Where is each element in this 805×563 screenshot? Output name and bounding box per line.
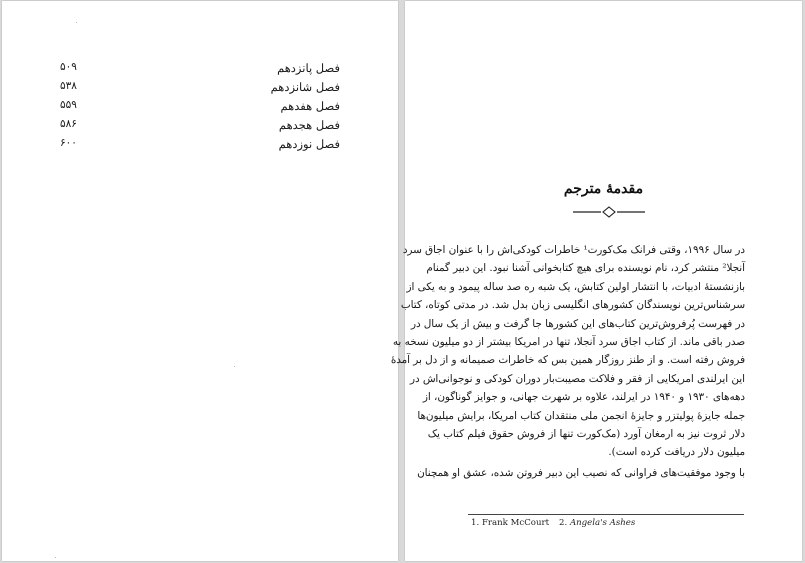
text-line: در فهرست پُرفروش‌ترین کتاب‌های این کشورها جا گرفت و بیش از یک سال در (410, 317, 745, 330)
text-line: سرشناس‌ترین نویسندگان کشورهای انگلیسی زبان بدل شد. در مدتی کوتاه، کتاب (400, 299, 745, 312)
footnote-number: 2. (559, 518, 568, 528)
toc-entry[interactable] (60, 118, 340, 137)
text-line: صدر باقی ماند. از کتاب اجاق سرد آنجلا، تنها در امریکا بیشتر از دو میلیون نسخه به (392, 336, 745, 349)
scan-speck (234, 366, 235, 367)
toc-entry[interactable] (60, 137, 340, 156)
text-line: دهه‌های ۱۹۳۰ و ۱۹۴۰ در ایرلند، علاوه بر شهرت جهانی، و جوایز گوناگون، از (422, 391, 745, 404)
footnote-2 (559, 518, 635, 528)
toc-page-number: ۶۰۰ (60, 137, 77, 149)
text-line: فروش رفته است. و از طنز روزگار همین بس که خاطرات صمیمانه و از دل بر آمدهٔ (390, 354, 745, 367)
toc-chapter-title: فصل نوزدهم (278, 137, 340, 151)
toc-entry[interactable] (60, 99, 340, 118)
text-line: آنجلا² منتشر کرد، نام نویسنده برای هیچ کتابخوانی آشنا نبود. این دبیر گمنام (426, 262, 745, 275)
toc-page-number: ۵۰۹ (60, 61, 77, 73)
toc-entry[interactable] (60, 61, 340, 80)
toc-chapter-title: فصل پانزدهم (277, 61, 340, 75)
footnote-text: Frank McCourt (481, 518, 550, 528)
toc-entry[interactable] (60, 80, 340, 99)
footnote-text: Angela's Ashes (569, 518, 636, 528)
divider-ornament-icon (573, 205, 645, 219)
toc-chapter-title: فصل هفدهم (280, 99, 340, 113)
right-page (390, 1, 802, 561)
preface-body (390, 241, 745, 482)
toc-page-number: ۵۵۹ (60, 99, 77, 111)
text-line: جمله جایزهٔ پولیتزر و جایزهٔ انجمن ملی منتقدان کتاب امریکا، برایش میلیون‌ها (417, 409, 745, 422)
toc-chapter-title: فصل شانزدهم (270, 80, 340, 94)
text-line: بازنشستهٔ ادبیات، با انتشار اولین کتابش، یک شبه ره صد ساله پیمود و به یکی از (406, 280, 745, 293)
text-line: میلیون دلار دریافت کرده است). (608, 446, 745, 459)
toc-page-number: ۵۸۶ (60, 118, 77, 130)
text-line: در سال ۱۹۹۶، وقتی فرانک مک‌کورت¹ خاطرات کودکی‌اش را با عنوان اجاق سرد (402, 244, 745, 256)
footnote-number: 1. (471, 518, 480, 528)
text-line: این ایرلندی امریکایی از فقر و فلاکت مصیبت‌بار دوران کودکی و نوجوانی‌اش در (410, 372, 745, 385)
scan-speck (76, 22, 77, 23)
scan-speck (55, 557, 56, 558)
toc-page-number: ۵۳۸ (60, 80, 77, 92)
left-page (2, 1, 398, 561)
text-line: دلار ثروت نیز به ارمغان آورد (مک‌کورت تنها از فروش حقوق فیلم کتاب یک (427, 428, 745, 441)
section-heading: مقدمهٔ مترجم (563, 181, 644, 197)
toc-chapter-title: فصل هجدهم (278, 118, 340, 132)
footnote-1 (471, 518, 549, 528)
footnote-divider (468, 514, 744, 515)
paragraph-start: با وجود موفقیت‌های فراوانی که نصیب این دبیر فروتن شده، عشق او همچنان (417, 466, 745, 479)
